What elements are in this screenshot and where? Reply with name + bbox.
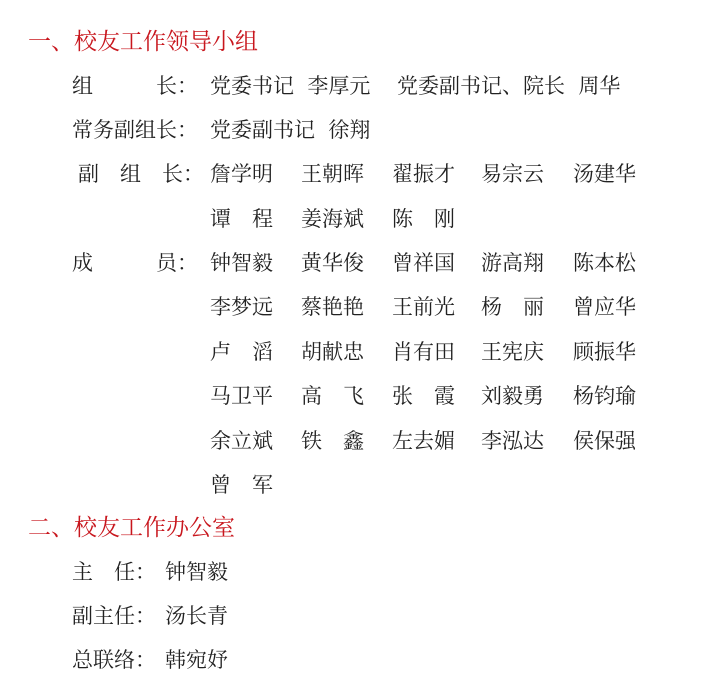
person-name: 曾 军: [210, 473, 273, 497]
person-name: 杨 丽: [481, 295, 544, 320]
person-name: 李泓达: [481, 428, 544, 453]
person-name: 翟振才: [392, 162, 455, 186]
person-name: 马卫平: [210, 384, 273, 409]
person-name: 蔡艳艳: [301, 295, 364, 320]
leader-value: 党委书记 李厚元 党委副书记、院长 周华: [210, 74, 621, 98]
person-name: 谭 程: [210, 206, 273, 231]
person-name: 陈本松: [573, 251, 636, 275]
person-name: 汤建华: [573, 162, 636, 186]
exec-deputy-label: 常务副组长：: [72, 118, 198, 142]
section2-heading: 二、校友工作办公室: [28, 515, 235, 541]
person-name: 胡献忠: [301, 339, 364, 364]
person-name: 曾祥国: [392, 251, 455, 275]
person-name: 侯保强: [573, 428, 636, 453]
person-name: 杨钧瑜: [573, 384, 636, 409]
person-name: 李梦远: [210, 295, 273, 320]
person-name: 王宪庆: [481, 339, 544, 364]
person-name: 姜海斌: [301, 206, 364, 231]
director-label: 主 任：: [72, 560, 156, 584]
liaison-value: 韩宛妤: [165, 648, 228, 672]
person-name: 游高翔: [481, 251, 544, 275]
person-name: 刘毅勇: [481, 384, 544, 409]
person-name: 张 霞: [392, 384, 455, 409]
person-name: 卢 滔: [210, 339, 273, 364]
person-name: 易宗云: [481, 162, 544, 186]
person-name: 曾应华: [573, 295, 636, 320]
person-name: 黄华俊: [301, 251, 364, 275]
person-name: 王前光: [392, 295, 455, 320]
members-label: 成 员：: [72, 251, 198, 275]
person-name: 詹学明: [210, 162, 273, 186]
leader-label: 组 长：: [72, 74, 198, 98]
person-name: 肖有田: [392, 339, 455, 364]
deputy-label: 副 组 长：: [78, 162, 204, 186]
vice-director-label: 副主任：: [72, 604, 156, 628]
person-name: 余立斌: [210, 428, 273, 453]
person-name: 高 飞: [301, 384, 364, 409]
exec-deputy-value: 党委副书记 徐翔: [210, 118, 371, 142]
person-name: 陈 刚: [392, 206, 455, 231]
person-name: 王朝晖: [301, 162, 364, 186]
person-name: 顾振华: [573, 339, 636, 364]
person-name: 铁 鑫: [301, 428, 364, 453]
director-value: 钟智毅: [165, 560, 228, 584]
liaison-label: 总联络：: [72, 648, 156, 672]
section1-heading: 一、校友工作领导小组: [28, 29, 258, 55]
vice-director-value: 汤长青: [165, 604, 228, 628]
person-name: 钟智毅: [210, 251, 273, 275]
person-name: 左去媚: [392, 428, 455, 453]
